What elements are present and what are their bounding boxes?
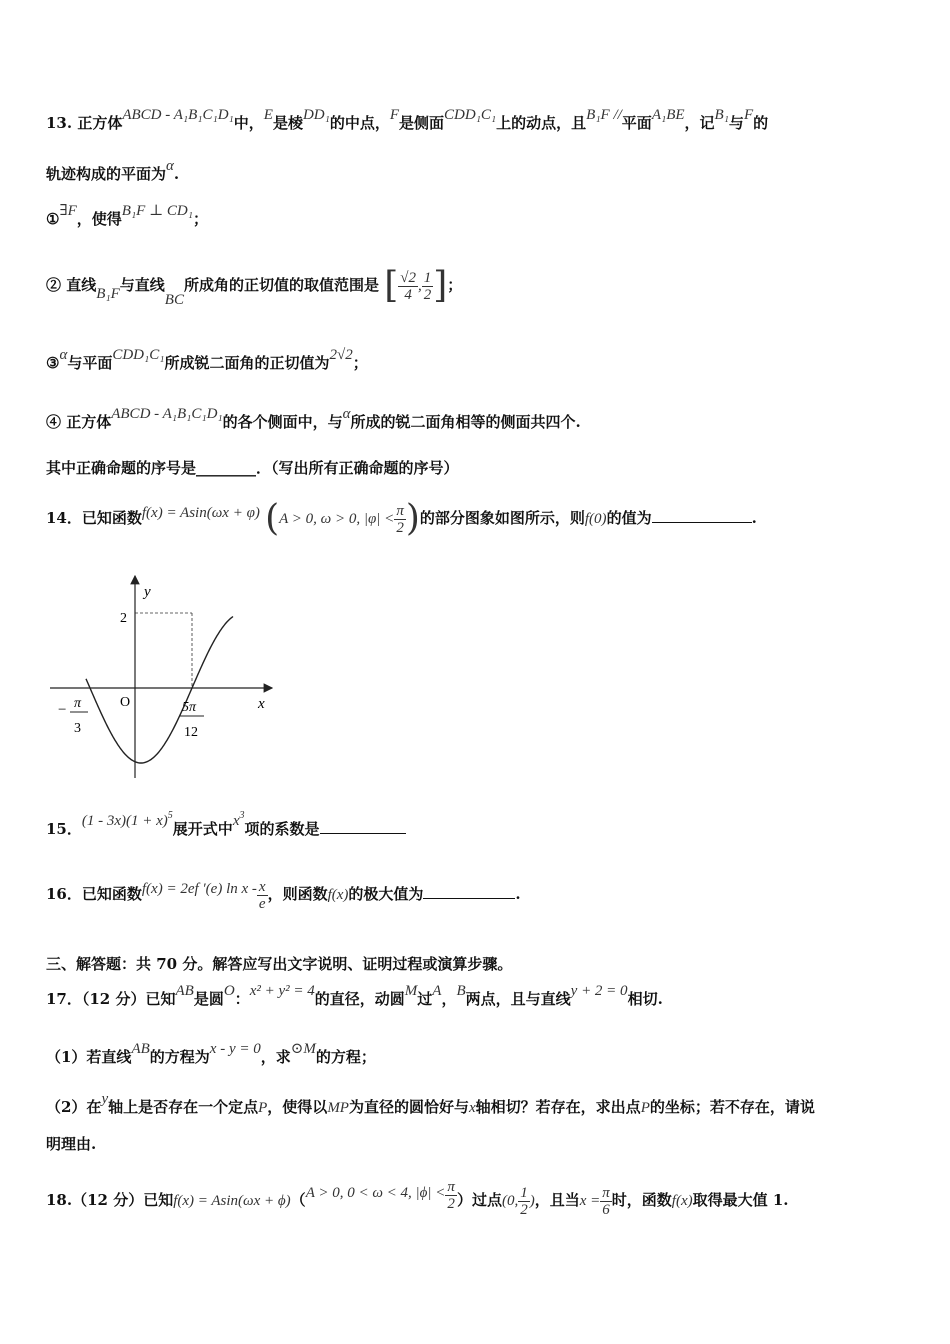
text: 中， (233, 114, 264, 132)
text: ； (192, 210, 208, 228)
math-DD1: DD₁ (302, 107, 330, 123)
option-marker: ③ (46, 354, 60, 372)
denominator: 2 (423, 286, 432, 303)
text: 的方程； (315, 1048, 376, 1066)
q13-line2 (46, 158, 910, 186)
text: ，使得 (76, 210, 122, 228)
text: 与直线 (119, 276, 165, 294)
math-plane-a1be: A₁BE (651, 107, 685, 123)
math-P: P (258, 1100, 268, 1116)
text: ，记 (684, 114, 715, 132)
math-O: O (223, 983, 235, 999)
right-tick-denominator: 12 (184, 725, 198, 740)
y-axis-label: y (144, 584, 151, 600)
y-tick-label: 2 (120, 611, 127, 626)
fraction (600, 1185, 612, 1218)
text: 过 (417, 990, 433, 1008)
text: ， (441, 990, 457, 1008)
math-alpha: α (166, 158, 174, 174)
math-cube: ABCD - A₁B₁C₁D₁ (122, 107, 234, 123)
text: 明理由. (46, 1135, 97, 1153)
text: 的直径，动圆 (314, 990, 405, 1008)
text: 是侧面 (399, 114, 445, 132)
math-y: y (101, 1091, 109, 1107)
q13-option1 (46, 203, 910, 231)
math-circle-eq: x² + y² = 4 (249, 983, 315, 999)
q18-label: 18.（12 分）已知 (46, 1191, 174, 1209)
text: ： (234, 990, 250, 1008)
numerator: 1 (423, 269, 432, 286)
text: 与平面 (67, 354, 113, 372)
text: 是棱 (272, 114, 303, 132)
math-P: P (640, 1100, 650, 1116)
x-axis-label: x (258, 696, 265, 712)
q14 (46, 494, 910, 543)
left-tick-sign: − (58, 702, 67, 718)
text: 其中正确命题的序号是________．（写出所有正确命题的序号） (46, 459, 459, 477)
text: 与 (728, 114, 744, 132)
text: . (173, 165, 180, 183)
math-alpha: α (342, 406, 351, 422)
numerator: 1 (520, 1184, 528, 1201)
math-B1F: B₁F (96, 286, 120, 302)
text: 的极大值为 (348, 885, 424, 903)
right-bracket-icon: ] (433, 265, 448, 306)
text: 所成角的正切值的取值范围是 (183, 276, 379, 294)
sine-curve (86, 617, 233, 764)
q13-option3 (46, 347, 910, 375)
q13-ask (46, 457, 910, 479)
origin-label: O (120, 695, 131, 710)
denominator: 6 (602, 1201, 610, 1218)
left-paren-icon: ( (265, 498, 280, 539)
answer-blank[interactable] (320, 819, 406, 834)
math-F: F (389, 107, 400, 123)
part-label: （2）在 (46, 1098, 102, 1116)
option-marker: ④ 正方体 (46, 413, 112, 431)
math-A: A (432, 983, 442, 999)
math-condition: A > 0, ω > 0, |φ| < (279, 511, 395, 527)
denominator: 2 (520, 1201, 528, 1218)
math-circle-M: ⊙M (290, 1041, 316, 1057)
text: 相切. (627, 990, 663, 1008)
q13-option2: ② 直线B₁F与直线BC所成角的正切值的取值范围是 [ $\frac{√2}{4}$ , $\frac{1}{2}$ ]； (46, 265, 463, 308)
math-plane: CDD₁C₁ (112, 347, 165, 363)
text: 的坐标；若不存在，请说 (649, 1098, 815, 1116)
q13-label: 13. 正方体 (46, 114, 123, 132)
math-exists: ∃F (59, 203, 77, 219)
q15-label: 15． (46, 820, 82, 838)
q17-part2 (46, 1091, 910, 1119)
text: 两点，且与直线 (465, 990, 571, 1008)
q13-option4 (46, 406, 910, 434)
numerator: x (258, 878, 266, 895)
fraction (257, 879, 268, 912)
left-bracket-icon: [ (384, 265, 399, 306)
left-tick-numerator: π (74, 696, 82, 711)
math-x: x (232, 813, 240, 829)
math-plane: CDD₁C₁ (444, 107, 497, 123)
text: ，则函数 (267, 885, 328, 903)
section-heading (46, 953, 910, 975)
text: 轴上是否存在一个定点 (108, 1098, 259, 1116)
text: 上的动点，且 (496, 114, 587, 132)
math-b1f-parallel: B₁F // (586, 107, 622, 123)
math-function: f(x) = Asin(ωx + ϕ) (173, 1193, 291, 1209)
math-function: f(x) = Asin(ωx + φ) (141, 505, 260, 521)
q17 (46, 983, 910, 1011)
option-marker: ② 直线 (46, 276, 97, 294)
option-marker: ① (46, 210, 60, 228)
math-condition: A > 0, 0 < ω < 4, |ϕ| < (305, 1185, 446, 1201)
q14-label: 14．已知函数 (46, 509, 142, 527)
math-point: (0, (501, 1193, 519, 1209)
part-label: （1）若直线 (46, 1048, 132, 1066)
q16 (46, 870, 910, 919)
math-expr: B₁F ⊥ CD₁ (121, 203, 193, 219)
numerator: π (396, 502, 404, 519)
text: 项的系数是 (244, 820, 320, 838)
math-cube: ABCD - A₁B₁C₁D₁ (111, 406, 223, 422)
fraction (518, 1185, 530, 1218)
math-AB: AB (131, 1041, 150, 1057)
left-tick-denominator: 3 (74, 721, 81, 736)
answer-blank[interactable] (652, 508, 752, 523)
sine-graph (46, 572, 286, 782)
text: ，求 (260, 1048, 291, 1066)
math-exponent: 3 (239, 810, 245, 821)
fraction (422, 270, 434, 303)
text: 时，函数 (611, 1191, 672, 1209)
text: ）过点 (456, 1191, 502, 1209)
text: 的方程为 (149, 1048, 210, 1066)
math-line-eq: y + 2 = 0 (570, 983, 628, 999)
text: 平面 (621, 114, 652, 132)
numerator: π (447, 1178, 455, 1195)
text: 展开式中 (172, 820, 233, 838)
text: 的各个侧面中，与 (222, 413, 343, 431)
fraction (394, 503, 406, 536)
denominator: e (258, 895, 266, 912)
text: 所成的锐二面角相等的侧面共四个. (350, 413, 581, 431)
right-tick-numerator: 5π (182, 700, 197, 715)
fraction (445, 1179, 457, 1212)
text: （ (290, 1191, 306, 1209)
text: 的部分图象如图所示，则 (419, 509, 585, 527)
text: ，且当 (534, 1191, 580, 1209)
numerator: √2 (400, 269, 416, 286)
section-title: 三、解答题：共 70 分。解答应写出文字说明、证明过程或演算步骤。 (46, 955, 513, 973)
text: 是圆 (193, 990, 224, 1008)
math-MP: MP (327, 1100, 349, 1116)
math-F: F (743, 107, 754, 123)
q17-label: 17．（12 分）已知 (46, 990, 176, 1008)
math-value: 2√2 (329, 347, 353, 363)
math-f0: f(0) (584, 511, 607, 527)
math-BC: BC (164, 292, 184, 308)
math-E: E (263, 107, 273, 123)
text: 取得最大值 1. (692, 1191, 789, 1209)
answer-blank[interactable] (423, 884, 515, 899)
text: ； (447, 276, 463, 294)
text: 所成锐二面角的正切值为 (164, 354, 330, 372)
numerator: π (602, 1184, 610, 1201)
text: 为直径的圆恰好与 (348, 1098, 469, 1116)
math-AB: AB (175, 983, 194, 999)
text: ； (352, 354, 368, 372)
text: 的值为 (606, 509, 652, 527)
text: 轨迹构成的平面为 (46, 165, 167, 183)
denominator: 2 (447, 1195, 455, 1212)
math-expression: f(x) = 2ef ′(e) ln x - (141, 881, 257, 897)
text: ，使得以 (267, 1098, 328, 1116)
text: . (751, 509, 757, 527)
q15 (46, 810, 910, 843)
denominator: 2 (396, 519, 404, 536)
right-paren-icon: ) (405, 498, 420, 539)
fraction (398, 270, 418, 303)
q17-part1 (46, 1041, 910, 1069)
q17-part2-cont (46, 1133, 910, 1155)
math-B: B (456, 983, 466, 999)
math-expression: (1 - 3x)(1 + x) (81, 813, 168, 829)
math-x: x (469, 1100, 476, 1116)
q13-line1 (46, 107, 910, 135)
math-fx: f(x) (671, 1193, 693, 1209)
math-x-eq: x = (579, 1193, 601, 1209)
math-fx: f(x) (327, 887, 349, 903)
text: 的 (753, 114, 769, 132)
denominator: 4 (404, 286, 412, 303)
text: . (515, 885, 521, 903)
math-point-close: ) (529, 1193, 535, 1209)
text: 的中点， (329, 114, 390, 132)
q16-label: 16．已知函数 (46, 885, 142, 903)
math-exponent: 5 (167, 810, 173, 821)
text: 轴相切？若存在，求出点 (475, 1098, 641, 1116)
math-alpha: α (59, 347, 68, 363)
math-M: M (404, 983, 418, 999)
math-B1: B₁ (714, 107, 729, 123)
math-line-eq: x - y = 0 (209, 1041, 261, 1057)
q18 (46, 1176, 910, 1225)
